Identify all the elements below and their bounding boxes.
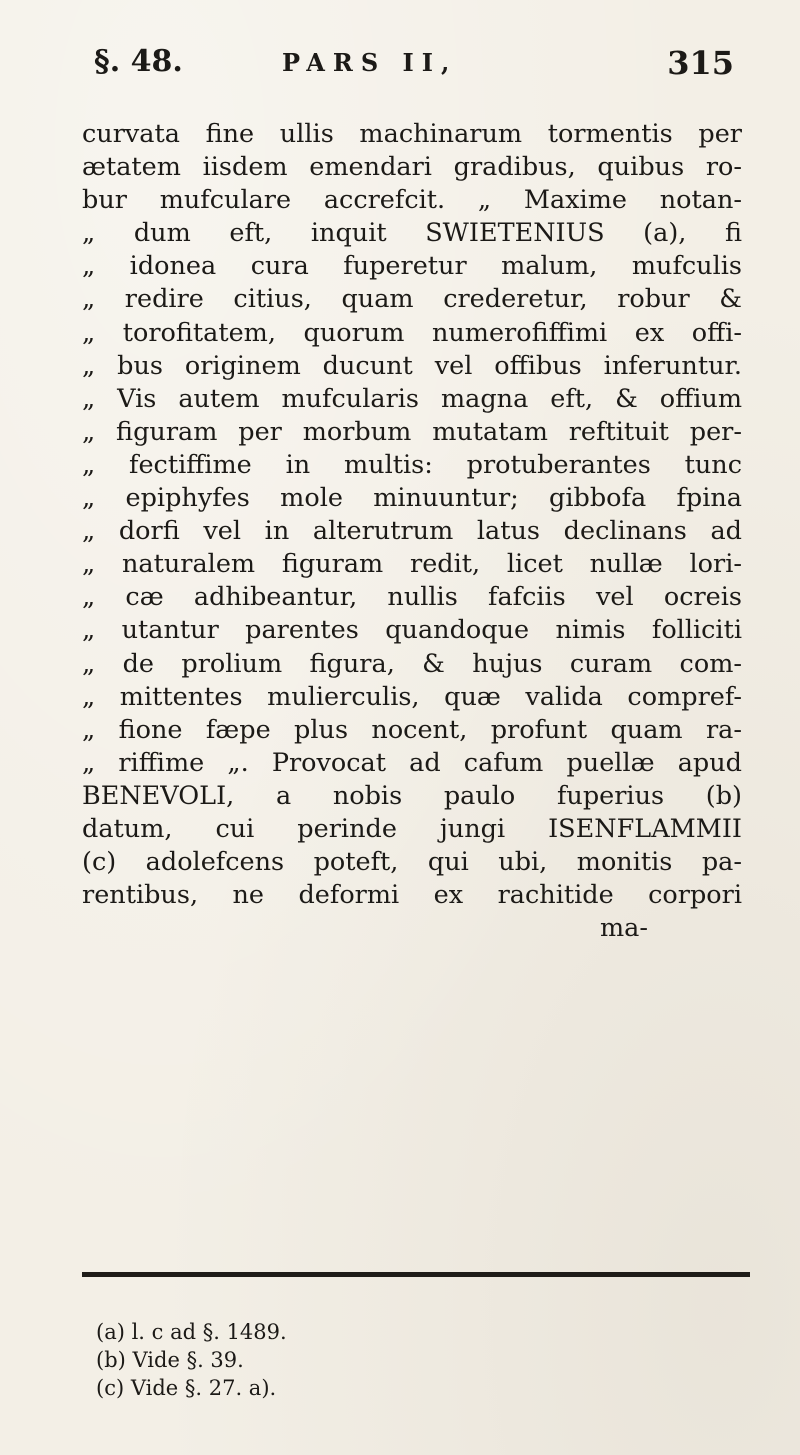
text-line: „ naturalem figuram redit, licet nullæ lori- [82,549,742,580]
text-line: „ mittentes mulierculis, quæ valida compref- [82,681,742,712]
text-line: „ de prolium figura, & hujus curam com- [82,648,742,679]
text-line: „ fectiffime in multis: protuberantes tunc [82,449,742,480]
page-number: 315 [667,44,734,82]
section-number: §. 48. [94,44,183,79]
text-line: datum, cui perinde jungi ISENFLAMMII [82,813,742,844]
text-line: „ idonea cura fuperetur malum, mufculis [82,251,742,282]
pars-title: PARS II, [282,48,458,77]
footnote-rule [82,1272,750,1277]
catchword: ma- [600,913,648,944]
text-line: curvata fine ullis machinarum tormentis per [82,119,742,149]
body-text [82,118,742,945]
text-line: BENEVOLI, a nobis paulo fuperius (b) [82,780,742,811]
text-line: „ torofitatem, quorum numerofiffimi ex offi- [82,317,742,348]
footnote-b: (b) Vide §. 39. [96,1348,244,1372]
footnote-a: (a) l. c ad §. 1489. [96,1320,287,1344]
running-header [94,44,734,94]
text-line: „ utantur parentes quandoque nimis folliciti [82,615,742,646]
text-line: (c) adolefcens poteft, qui ubi, monitis pa- [82,847,742,878]
text-line: „ riffime „. Provocat ad cafum puellæ apud [82,747,742,778]
text-line: „ cæ adhibeantur, nullis fafciis vel ocreis [82,582,742,613]
text-line: „ dum eft, inquit SWIETENIUS (a), fi [82,218,742,249]
text-line: „ fione fæpe plus nocent, profunt quam ra- [82,714,742,745]
text-line: rentibus, ne deformi ex rachitide corpori [82,880,742,911]
footnote-c: (c) Vide §. 27. a). [96,1376,277,1400]
text-line: „ figuram per morbum mutatam reftituit per- [82,416,742,447]
text-line: ætatem iisdem emendari gradibus, quibus ro- [82,152,742,183]
text-line: „ epiphyfes mole minuuntur; gibbofa fpina [82,483,742,514]
text-line: bur mufculare accrefcit. „ Maxime notan- [82,185,742,216]
text-line: „ dorfi vel in alterutrum latus declinans ad [82,516,742,547]
text-line: „ Vis autem mufcularis magna eft, & offium [82,383,742,414]
text-line: „ redire citius, quam crederetur, robur & [82,284,742,315]
text-line: „ bus originem ducunt vel offibus inferuntur. [82,350,742,381]
footnotes [96,1318,287,1402]
